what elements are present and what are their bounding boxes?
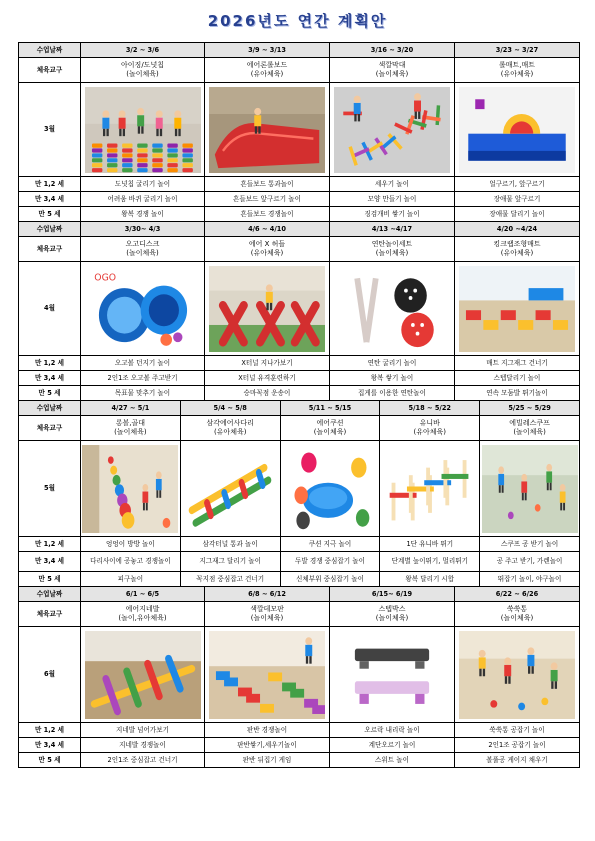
equipment-cell (81, 416, 180, 440)
equipment-cell (205, 237, 330, 262)
activity-age5: 연속 모둠발 뛰기놀이 (455, 386, 580, 401)
label-age12: 만 1,2 세 (19, 356, 81, 371)
activity-age34: 판반쌓기,세우기놀이 (205, 738, 330, 753)
equipment-cell (330, 58, 455, 83)
photo-row (19, 627, 580, 723)
week-date: 3/30~ 4/3 (81, 222, 205, 237)
activity-age5: 흔들보드 경쟁놀이 (205, 207, 330, 222)
equipment-cell (81, 237, 205, 262)
photo-uni-bar (382, 445, 478, 533)
activity-age34: 2인1조 오고볼 주고받기 (81, 371, 205, 386)
photo-scoop-play (482, 445, 578, 533)
activity-age12: 오고볼 던지기 놀이 (81, 356, 205, 371)
date-row (19, 587, 580, 602)
month-label: 3월 (19, 83, 81, 177)
equipment-category: (유아체육) (500, 249, 534, 257)
equipment-category: (놀이,유아체육) (118, 614, 167, 622)
month-label: 6월 (19, 627, 81, 723)
week-date: 4/27 ~ 5/1 (111, 403, 150, 412)
equipment-name: 색깔데모판 (250, 605, 284, 614)
activity-age12: X터널 지나가보기 (205, 356, 330, 371)
photo-row (19, 262, 580, 356)
equipment-row (19, 416, 580, 441)
label-age5: 만 5 세 (19, 753, 81, 768)
activity-age12: 매트 지그재그 건너기 (455, 356, 580, 371)
equipment-category: (놀이체육) (375, 70, 409, 78)
photo-row (19, 83, 580, 177)
equipment-cell (455, 58, 580, 83)
week-date: 6/15~ 6/19 (330, 587, 455, 602)
equipment-name: 삼각에어사다리 (206, 419, 254, 428)
label-age34: 만 3,4 세 (19, 552, 81, 572)
activity-age12: 흔들보드 통과놀이 (205, 177, 330, 192)
activity-age5: 뛰잡기 놀이, 야구놀이 (479, 572, 579, 586)
label-equipment: 체육교구 (19, 416, 81, 441)
week-date: 6/22 ~ 6/26 (455, 587, 580, 602)
equipment-category: (유아체육) (413, 428, 447, 436)
equipment-row (19, 602, 580, 627)
photo-step-box (330, 631, 454, 719)
photo-roll-mat (455, 87, 579, 173)
activity-age34: 단계별 높이뛰기, 멀리뛰기 (379, 552, 479, 571)
photo-row (19, 441, 580, 537)
week-date: 5/18 ~ 5/22 (379, 401, 479, 415)
label-date: 수업날짜 (19, 43, 81, 58)
equipment-name: 에어쿠션 (316, 419, 344, 428)
label-date: 수업날짜 (19, 401, 81, 416)
activity-row-age12 (19, 177, 580, 192)
activity-age34: 지네발 경쟁놀이 (81, 738, 205, 753)
month-label: 5월 (19, 441, 81, 537)
equipment-cell (330, 602, 455, 627)
label-date: 수업날짜 (19, 587, 81, 602)
activity-age34: 모양 만들기 놀이 (330, 192, 455, 207)
activity-age34: 지그재그 달리기 놀이 (180, 552, 280, 571)
label-age5: 만 5 세 (19, 207, 81, 222)
week-date: 5/25 ~ 5/29 (479, 401, 579, 415)
date-row (19, 222, 580, 237)
activity-age12: 연탄 굴리기 놀이 (330, 356, 455, 371)
activity-row-age5 (19, 207, 580, 222)
equipment-category: (놀이체육) (313, 428, 347, 436)
label-equipment: 체육교구 (19, 602, 81, 627)
week-date: 5/11 ~ 5/15 (280, 401, 380, 415)
activity-age12: 지네발 넘어가보기 (81, 723, 205, 738)
label-age34: 만 3,4 세 (19, 738, 81, 753)
equipment-row (19, 237, 580, 262)
svg-text:OGO: OGO (93, 272, 116, 284)
activity-age5: 꼭지점 중심잡고 건너기 (180, 572, 280, 586)
activity-age34: 흔들보드 앞구르기 놀이 (205, 192, 330, 207)
label-age12: 만 1,2 세 (19, 177, 81, 192)
week-date: 4/13 ~4/17 (330, 222, 455, 237)
label-age5: 만 5 세 (19, 572, 81, 587)
activity-row-age34 (19, 192, 580, 207)
activity-age34: 공 주고 받기, 가렌놀이 (479, 552, 579, 571)
activity-age5: 집게를 이용한 연탄놀이 (330, 386, 455, 401)
page-title: 2026년도 연간 계획안 (207, 12, 388, 30)
date-row (19, 43, 580, 58)
equipment-cell (180, 416, 280, 440)
equipment-name: 연탄놀이세트 (371, 240, 413, 249)
date-row (19, 401, 580, 416)
equipment-cell (379, 416, 479, 440)
equipment-category: (놀이체육) (250, 614, 284, 622)
equipment-name: 에빌레스쿠프 (509, 419, 550, 428)
activity-age5: 장애물 달리기 놀이 (455, 207, 580, 222)
equipment-cell (280, 416, 380, 440)
photo-briquette-set (330, 266, 454, 352)
activity-age12: 얼구르기, 앞구르기 (455, 177, 580, 192)
week-date: 4/6 ~ 4/10 (205, 222, 330, 237)
activity-age34: 어려움 바퀴 굴리기 놀이 (81, 192, 205, 207)
month-label: 4월 (19, 262, 81, 356)
photo-red-air-roll-board (205, 87, 329, 173)
activity-age12: 쑥쑥통 공잡기 놀이 (455, 723, 580, 738)
annual-plan-table (18, 42, 580, 768)
equipment-category: (놀이체육) (375, 614, 409, 622)
activity-age5: 스위트 놀이 (330, 753, 455, 768)
equipment-name: 롱볼,골대 (115, 419, 146, 428)
activity-row-age12 (19, 723, 580, 738)
equipment-name: 스텝박스 (378, 605, 406, 614)
label-age34: 만 3,4 세 (19, 371, 81, 386)
activity-age12: 1단 유니바 뛰기 (379, 537, 479, 551)
activity-age12: 엉엉이 방방 놀이 (106, 539, 155, 548)
photo-ogo-disc (81, 266, 204, 352)
equipment-category: (놀이체육) (126, 70, 159, 78)
equipment-category: (놀이체육) (126, 249, 159, 257)
activity-age34: 스텝달리기 놀이 (455, 371, 580, 386)
equipment-cell (330, 237, 455, 262)
equipment-name: 쑥쑥통 (506, 605, 528, 614)
activity-age5: 징검개비 쌓기 놀이 (330, 207, 455, 222)
equipment-name: 오고디스크 (125, 240, 160, 249)
week-date: 5/4 ~ 5/8 (180, 401, 280, 415)
activity-age34: 왕복 쌓기 놀이 (330, 371, 455, 386)
label-age34: 만 3,4 세 (19, 192, 81, 207)
activity-row-age5 (19, 753, 580, 768)
label-equipment: 체육교구 (19, 237, 81, 262)
activity-age34: 장애물 앞구르기 (455, 192, 580, 207)
equipment-cell (81, 58, 205, 83)
activity-row-age34 (19, 552, 580, 572)
equipment-cell (479, 416, 579, 440)
activity-age34: X터널 유격훈련하기 (205, 371, 330, 386)
activity-row-age34 (19, 371, 580, 386)
activity-age34: 계단오르기 놀이 (330, 738, 455, 753)
photo-air-centipede (81, 631, 204, 719)
activity-age5: 판반 뒤집기 게임 (205, 753, 330, 768)
activity-age5: 볼풀공 게이지 채우기 (455, 753, 580, 768)
activity-age12: 스쿠프 공 받기 놀이 (479, 537, 579, 551)
equipment-cell (205, 58, 330, 83)
equipment-category: (유아체육) (250, 249, 284, 257)
photo-king-crab-mat (455, 266, 579, 352)
photo-air-cushion (282, 445, 378, 533)
label-date: 수업날짜 (19, 222, 81, 237)
activity-age34: 다리사이에 공놓고 경쟁놀이 (90, 557, 171, 566)
equipment-name: 색깔막대 (378, 61, 406, 70)
week-date: 3/2 ~ 3/6 (81, 43, 205, 58)
equipment-name: 에어지네발 (125, 605, 160, 614)
equipment-name: 유니바 (419, 419, 440, 428)
equipment-name: 롤매트,매트 (498, 61, 536, 70)
activity-age5: 왕복 경쟁 놀이 (81, 207, 205, 222)
activity-age5: 신체부위 중심잡기 놀이 (280, 572, 380, 586)
equipment-category: (놀이체육) (500, 614, 534, 622)
week-date: 6/1 ~ 6/5 (81, 587, 205, 602)
activity-age12: 도넛칩 굴리기 놀이 (81, 177, 205, 192)
photo-color-panels (205, 631, 329, 719)
photo-ball-catch (455, 631, 579, 719)
activity-age34: 2인1조 공잡기 놀이 (455, 738, 580, 753)
equipment-cell (455, 237, 580, 262)
activity-row-age12 (19, 356, 580, 371)
equipment-name: 킹크랩조형매트 (493, 240, 541, 249)
activity-row-age12 (19, 537, 580, 552)
label-age5: 만 5 세 (19, 386, 81, 401)
activity-age5: 왕복 달리기 시합 (379, 572, 479, 586)
equipment-category: (놀이체육) (375, 249, 409, 257)
photo-children-donut-stacks (81, 87, 204, 173)
equipment-category: (유아체육) (213, 428, 247, 436)
activity-age12: 세우기 놀이 (330, 177, 455, 192)
activity-row-age5 (19, 386, 580, 401)
week-date: 3/16 ~ 3/20 (330, 43, 455, 58)
equipment-row (19, 58, 580, 83)
equipment-cell (205, 602, 330, 627)
activity-row-age5 (19, 572, 580, 587)
photo-long-ball (82, 445, 178, 533)
label-equipment: 체육교구 (19, 58, 81, 83)
label-age12: 만 1,2 세 (19, 723, 81, 738)
equipment-cell (455, 602, 580, 627)
activity-age5: 2인1조 중심잡고 건너기 (81, 753, 205, 768)
equipment-cell (81, 602, 205, 627)
week-date: 4/20 ~4/24 (455, 222, 580, 237)
equipment-name: 아이징/도넛칩 (121, 61, 164, 70)
equipment-category: (놀이체육) (513, 428, 546, 436)
activity-age5: 승마꼭점 운송이 (205, 386, 330, 401)
activity-age12: 쿠션 지극 놀이 (280, 537, 380, 551)
week-date: 3/9 ~ 3/13 (205, 43, 330, 58)
equipment-category: (유아체육) (250, 70, 284, 78)
activity-age5: 목표물 맞추기 놀이 (81, 386, 205, 401)
equipment-name: 에어 X 허들 (248, 240, 286, 249)
label-age12: 만 1,2 세 (19, 537, 81, 552)
equipment-category: (놀이체육) (114, 428, 147, 436)
activity-age12: 판반 경쟁놀이 (205, 723, 330, 738)
photo-triangle-ladder (182, 445, 278, 533)
activity-row-age34 (19, 738, 580, 753)
week-date: 6/8 ~ 6/12 (205, 587, 330, 602)
activity-age12: 삼각터널 통과 놀이 (180, 537, 280, 551)
photo-air-x-hurdle (205, 266, 329, 352)
week-date: 3/23 ~ 3/27 (455, 43, 580, 58)
activity-age5: 피구놀이 (117, 574, 144, 583)
photo-color-sticks (330, 87, 454, 173)
equipment-name: 에어론롤보드 (246, 61, 288, 70)
activity-age34: 두발 경쟁 중심잡기 놀이 (280, 552, 380, 571)
equipment-category: (유아체육) (500, 70, 534, 78)
activity-age12: 오르락 내리락 놀이 (330, 723, 455, 738)
